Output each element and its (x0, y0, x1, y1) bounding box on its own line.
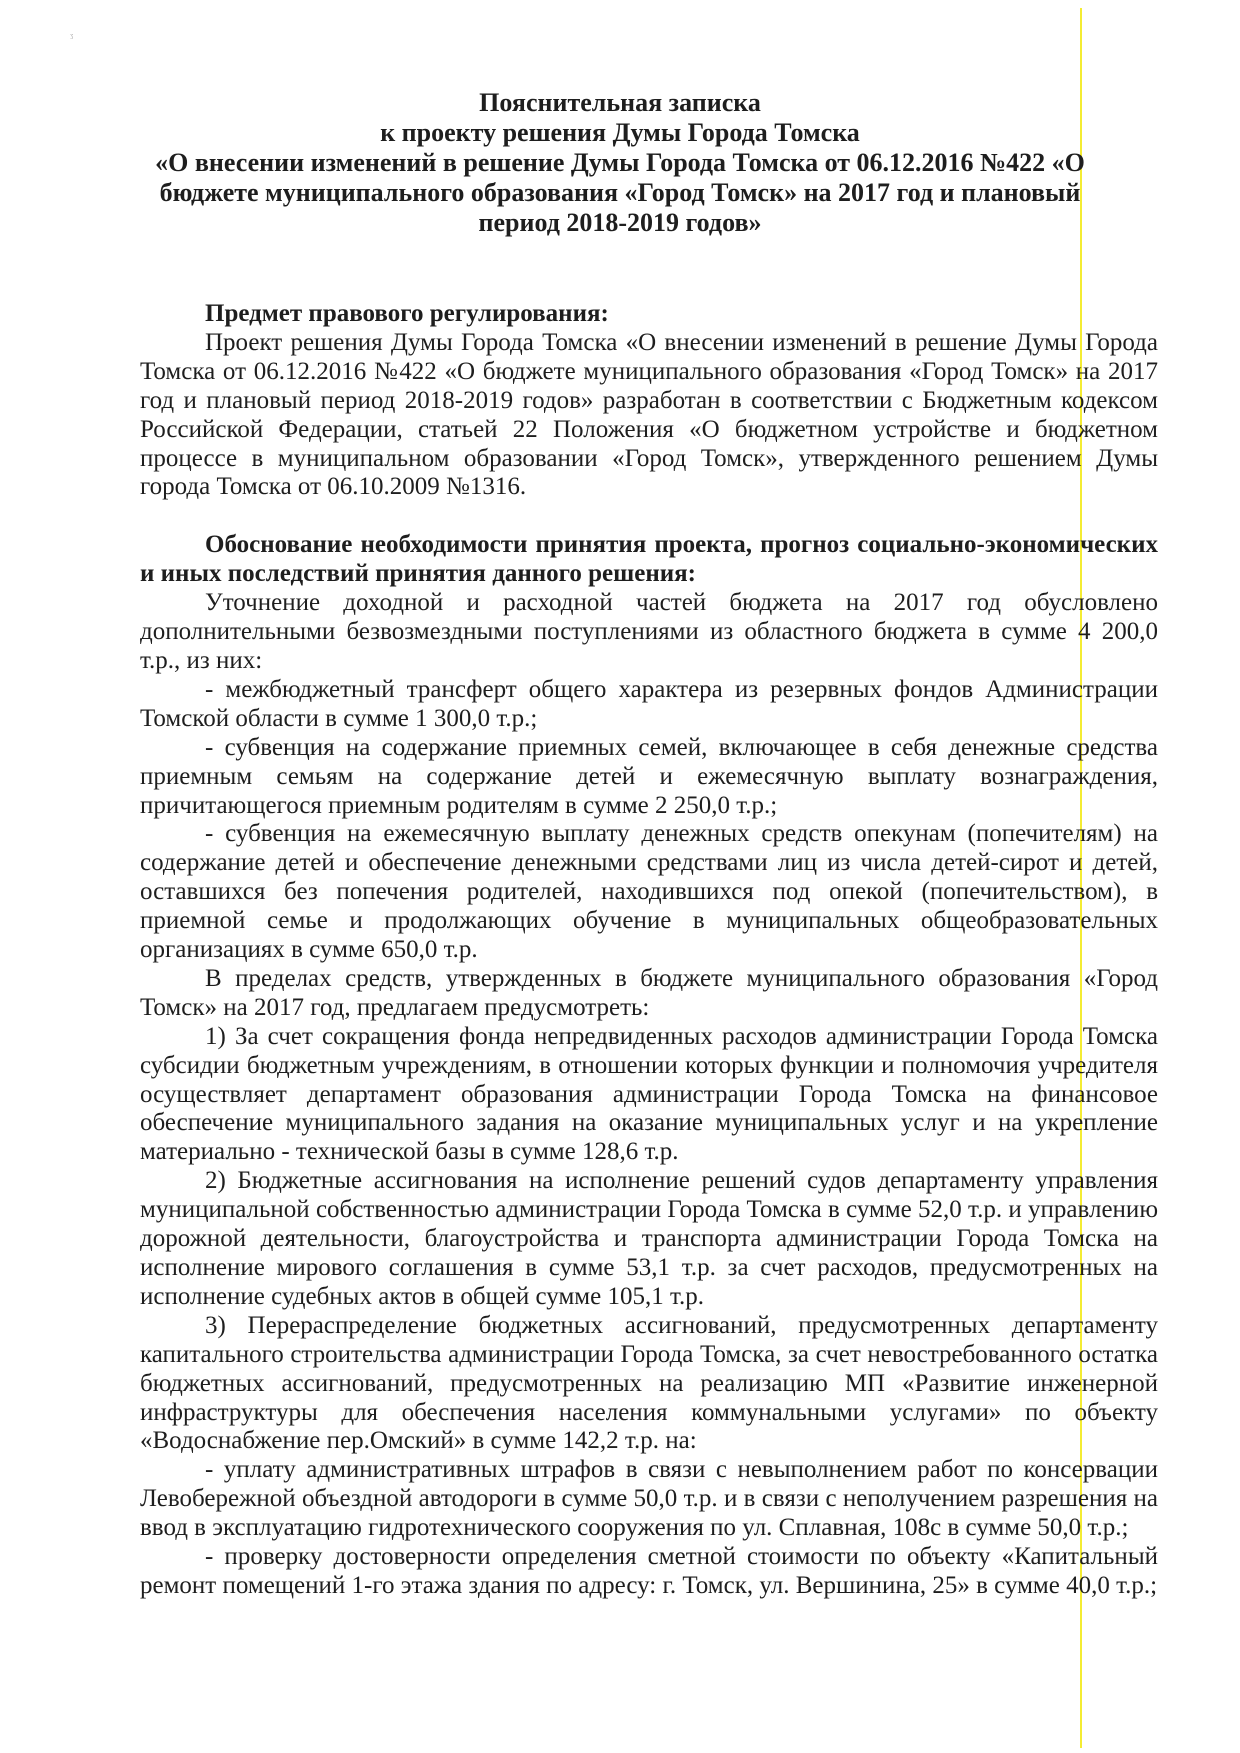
title-line: бюджете муниципального образования «Город Томск» на 2017 год и плановый (159, 178, 1081, 207)
numbered-item: 1) За счет сокращения фонда непредвиденных расходов администрации Города Томска субсидии бюджетным учреждениям, в отношении которых функции и полномочия учредителя осуществляет департамент образования администрации Города Томска на финансовое обеспечение муниципального задания на оказание муниципальных услуг и на укрепление материально - технической базы в сумме 128,6 т.р. (140, 1022, 1158, 1166)
list-item: - субвенция на содержание приемных семей, включающее в себя денежные средства приемным семьям на содержание детей и ежемесячную выплату вознаграждения, причитающегося приемным родителям в сумме 2 250,0 т.р.; (140, 733, 1158, 819)
list-item: - межбюджетный трансферт общего характера из резервных фондов Администрации Томской области в сумме 1 300,0 т.р.; (140, 675, 1158, 732)
body-paragraph: Уточнение доходной и расходной частей бюджета на 2017 год обусловлено дополнительными безвозмездными поступлениями из областного бюджета в сумме 4 200,0 т.р., из них: (140, 589, 1158, 674)
numbered-item: 2) Бюджетные ассигнования на исполнение решений судов департаменту управления муниципальной собственностью администрации Города Томска в сумме 52,0 т.р. и управлению дорожной деятельности, благоустройства и транспорта администрации Города Томска на исполнение мирового соглашения в сумме 53,1 т.р. за счет расходов, предусмотренных на исполнение судебных актов в общей сумме 105,1 т.р. (140, 1167, 1158, 1310)
section-heading-subject: Предмет правового регулирования: (205, 300, 609, 327)
section-paragraph: Проект решения Думы Города Томска «О внесении изменений в решение Думы Города Томска от 06.12.2016 №422 «О бюджете муниципального образования «Город Томск» на 2017 год и плановый период 2018-2019 годов» разработан в соответствии с Бюджетным кодексом Российской Федерации, статьей 22 Положения «О бюджетном устройстве и бюджетном процессе в муниципальном образовании «Город Томск», утвержденного решением Думы города Томска от 06.10.2009 №1316. (140, 328, 1158, 501)
document-body (140, 300, 1158, 1601)
title-line: к проекту решения Думы Города Томска (380, 118, 860, 147)
scan-artifact: ᶾ (70, 30, 74, 44)
title-line: «О внесении изменений в решение Думы Города Томска от 06.12.2016 №422 «О (155, 148, 1085, 177)
section-heading-justification: Обоснование необходимости принятия проекта, прогноз социально-экономических и иных последствий принятия данного решения: (140, 531, 1158, 588)
title-line: период 2018-2019 годов» (478, 208, 762, 237)
body-paragraph: В пределах средств, утвержденных в бюджете муниципального образования «Город Томск» на 2017 год, предлагаем предусмотреть: (140, 964, 1158, 1021)
document-title (150, 88, 1090, 238)
numbered-item: 3) Перераспределение бюджетных ассигнований, предусмотренных департаменту капитального строительства администрации Города Томска, за счет невостребованного остатка бюджетных ассигнований, предусмотренных на реализацию МП «Развитие инженерной инфраструктуры для обеспечения населения коммунальными услугами» по объекту «Водоснабжение пер.Омский» в сумме 142,2 т.р. на: (140, 1311, 1158, 1455)
list-item: - субвенция на ежемесячную выплату денежных средств опекунам (попечителям) на содержание детей и обеспечение денежными средствами лиц из числа детей-сирот и детей, оставшихся без попечения родителей, находившихся под опекой (попечительством), в приемной семье и продолжающих обучение в муниципальных общеобразовательных организациях в сумме 650,0 т.р. (140, 820, 1158, 964)
list-item: - проверку достоверности определения сметной стоимости по объекту «Капитальный ремонт помещений 1-го этажа здания по адресу: г. Томск, ул. Вершинина, 25» в сумме 40,0 т.р.; (140, 1543, 1158, 1599)
title-line: Пояснительная записка (479, 88, 761, 117)
list-item: - уплату административных штрафов в связи с невыполнением работ по консервации Левобережной объездной автодороги в сумме 50,0 т.р. и в связи с неполучением разрешения на ввод в эксплуатацию гидротехнического сооружения по ул. Сплавная, 108с в сумме 50,0 т.р.; (140, 1456, 1158, 1542)
